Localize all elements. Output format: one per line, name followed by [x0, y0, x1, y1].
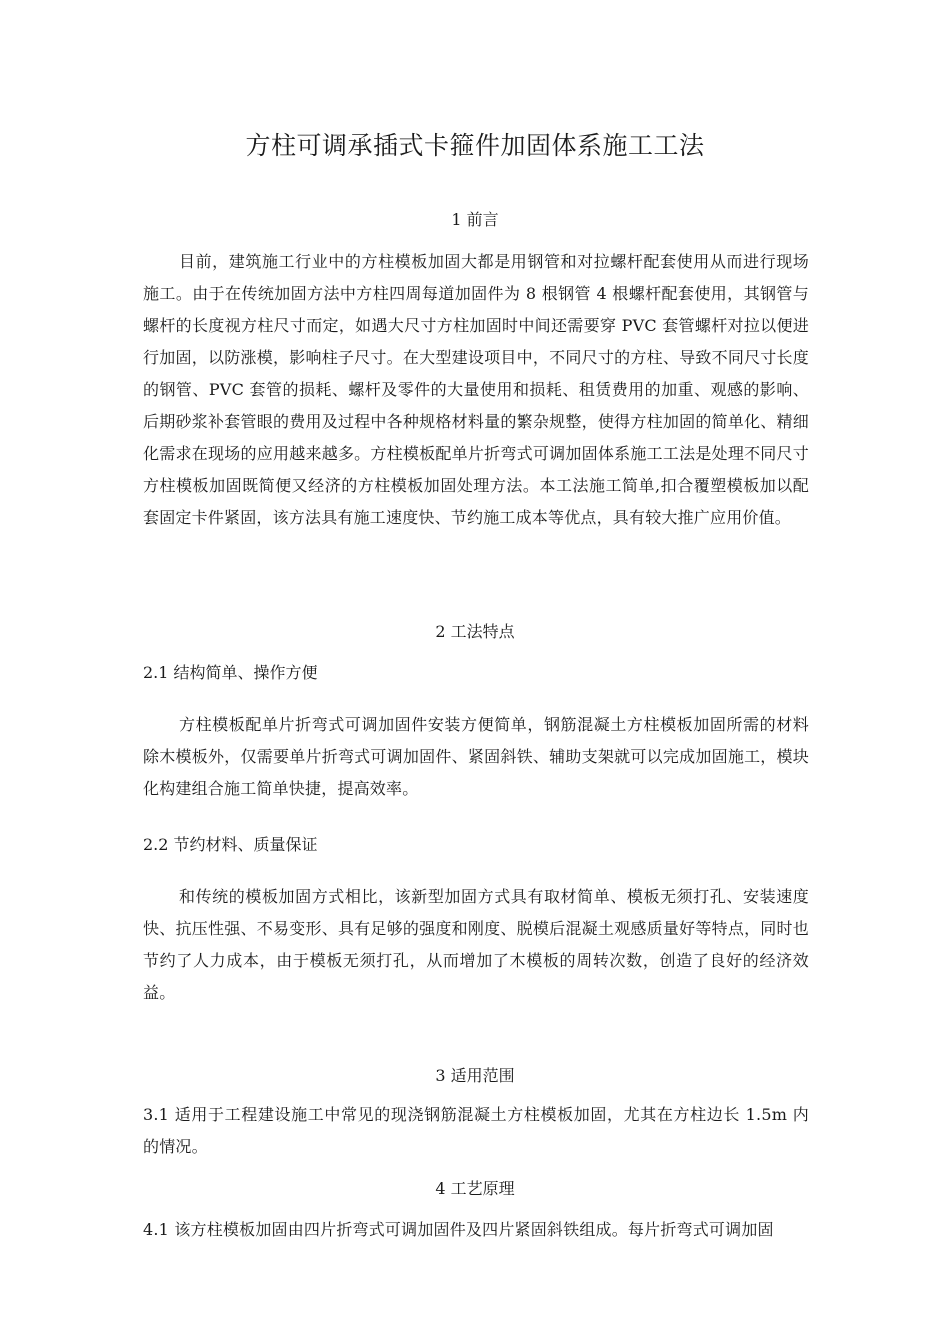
document-title: 方柱可调承插式卡箍件加固体系施工工法	[245, 131, 705, 160]
subsection-paragraph-2-1: 方柱模板配单片折弯式可调加固件安装方便简单，钢筋混凝土方柱模板加固所需的材料除木模板外，仅需要单片折弯式可调加固件、紧固斜铁、辅助支架就可以完成加固施工，模块化构建组合施工简单快捷，提高效率。	[143, 715, 809, 798]
section-heading-preface: 1 前言	[451, 210, 499, 229]
subsection-paragraph-4-1: 4.1 该方柱模板加固由四片折弯式可调加固件及四片紧固斜铁组成。每片折弯式可调加固	[143, 1220, 774, 1239]
section-heading-scope: 3 适用范围	[435, 1066, 515, 1085]
section-paragraph-preface: 目前，建筑施工行业中的方柱模板加固大都是用钢管和对拉螺杆配套使用从而进行现场施工。由于在传统加固方法中方柱四周每道加固件为 8 根钢管 4 根螺杆配套使用，其钢管与螺杆的长度视方柱尺寸而定，如遇大尺寸方柱加固时中间还需要穿 PVC 套管螺杆对拉以便进行加固，以防涨模，影响柱子尺寸。在大型建设项目中，不同尺寸的方柱、导致不同尺寸长度的钢管、PVC 套管的损耗、螺杆及零件的大量使用和损耗、租赁费用的加重、观感的影响、后期砂浆补套管眼的费用及过程中各种规格材料量的繁杂规整，使得方柱加固的简单化、精细化需求在现场的应用越来越多。方柱模板配单片折弯式可调加固体系施工工法是处理不同尺寸方柱模板加固既简便又经济的方柱模板加固处理方法。本工法施工简单,扣合覆塑模板加以配套固定卡件紧固，该方法具有施工速度快、节约施工成本等优点，具有较大推广应用价值。	[143, 252, 809, 527]
subsection-paragraph-3-1: 3.1 适用于工程建设施工中常见的现浇钢筋混凝土方柱模板加固，尤其在方柱边长 1.5m 内的情况。	[143, 1105, 809, 1156]
subsection-heading-2-1: 2.1 结构简单、操作方便	[143, 663, 318, 682]
section-heading-principle: 4 工艺原理	[435, 1179, 515, 1198]
subsection-paragraph-2-2: 和传统的模板加固方式相比，该新型加固方式具有取材简单、模板无须打孔、安装速度快、抗压性强、不易变形、具有足够的强度和刚度、脱模后混凝土观感质量好等特点，同时也节约了人力成本，由于模板无须打孔，从而增加了木模板的周转次数，创造了良好的经济效益。	[143, 887, 809, 1002]
subsection-heading-2-2: 2.2 节约材料、质量保证	[143, 835, 318, 854]
section-heading-features: 2 工法特点	[435, 622, 515, 641]
